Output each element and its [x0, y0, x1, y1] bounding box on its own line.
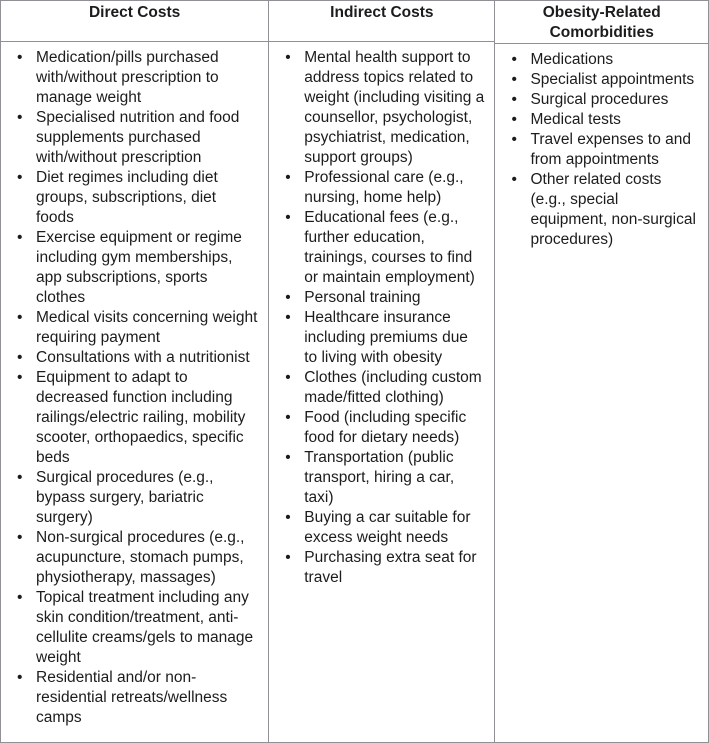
column-indirect-costs	[268, 1, 494, 742]
list-item: • Residential and/or non-residential retreats/wellness camps	[15, 668, 258, 728]
list-item: • Non-surgical procedures (e.g., acupuncture, stomach pumps, physiotherapy, massages)	[15, 528, 258, 588]
list-item: • Exercise equipment or regime including gym memberships, app subscriptions, sports clothes	[15, 228, 258, 308]
comorbidities-list	[495, 50, 708, 250]
list-item: • Personal training	[283, 288, 484, 308]
column-direct-costs	[1, 1, 268, 742]
list-item: • Professional care (e.g., nursing, home help)	[283, 168, 484, 208]
column-header-indirect-costs: Indirect Costs	[269, 1, 494, 42]
list-item: • Educational fees (e.g., further education, trainings, courses to find or maintain employment)	[283, 208, 484, 288]
list-item: • Medical visits concerning weight requiring payment	[15, 308, 258, 348]
list-item: • Specialist appointments	[509, 70, 698, 90]
list-item: • Specialised nutrition and food supplements purchased with/without prescription	[15, 108, 258, 168]
column-header-obesity-related-comorbidities: Obesity-Related Comorbidities	[495, 1, 708, 44]
list-item: • Mental health support to address topics related to weight (including visiting a counsellor, psychologist, psychiatrist, medication, support groups)	[283, 48, 484, 168]
list-item: • Clothes (including custom made/fitted clothing)	[283, 368, 484, 408]
list-item: • Medication/pills purchased with/without prescription to manage weight	[15, 48, 258, 108]
list-item: • Medications	[509, 50, 698, 70]
column-obesity-related-comorbidities	[494, 1, 708, 742]
column-header-direct-costs: Direct Costs	[1, 1, 268, 42]
list-item: • Purchasing extra seat for travel	[283, 548, 484, 588]
list-item: • Transportation (public transport, hiring a car, taxi)	[283, 448, 484, 508]
list-item: • Consultations with a nutritionist	[15, 348, 258, 368]
list-item: • Surgical procedures (e.g., bypass surgery, bariatric surgery)	[15, 468, 258, 528]
list-item: • Travel expenses to and from appointments	[509, 130, 698, 170]
list-item: • Healthcare insurance including premiums due to living with obesity	[283, 308, 484, 368]
direct-costs-list	[1, 48, 268, 728]
list-item: • Surgical procedures	[509, 90, 698, 110]
indirect-costs-list	[269, 48, 494, 588]
list-item: • Topical treatment including any skin condition/treatment, anti-cellulite creams/gels to manage weight	[15, 588, 258, 668]
list-item: • Equipment to adapt to decreased function including railings/electric railing, mobility scooter, orthopaedics, specific beds	[15, 368, 258, 468]
list-item: • Buying a car suitable for excess weight needs	[283, 508, 484, 548]
list-item: • Diet regimes including diet groups, subscriptions, diet foods	[15, 168, 258, 228]
list-item: • Other related costs (e.g., special equipment, non-surgical procedures)	[509, 170, 698, 250]
list-item: • Food (including specific food for dietary needs)	[283, 408, 484, 448]
list-item: • Medical tests	[509, 110, 698, 130]
